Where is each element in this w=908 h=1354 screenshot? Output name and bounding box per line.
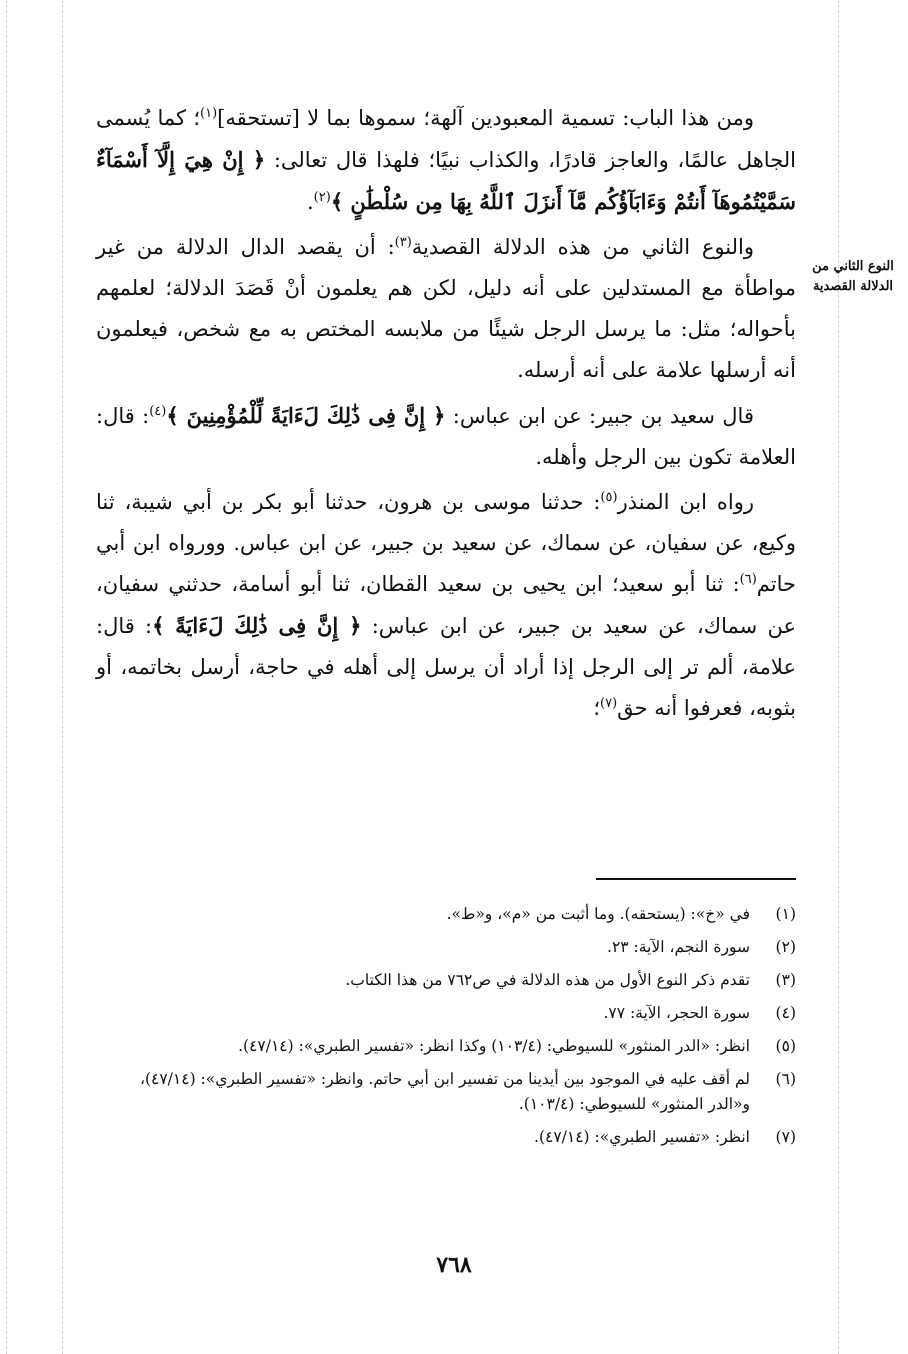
quran-verse: ﴿ إِنْ هِيَ إِلَّآ أَسْمَآءٌ سَمَّيْتُمُوهَآ أَنتُمْ وَءَابَآؤُكُم مَّآ أَنزَلَ ٱللَّهُ بِهَا مِن سُلْطَٰنٍ ﴾ xyxy=(96,147,796,214)
footnote-1: (١) في «خ»: (يستحقه). وما أثبت من «م»، و«ط». xyxy=(446,905,796,923)
footnote-ref-6[interactable]: (٦) xyxy=(739,572,757,587)
footnote-4: (٤) سورة الحجر، الآية: ٧٧. xyxy=(603,1004,796,1022)
quran-verse: ﴿ إِنَّ فِى ذَٰلِكَ لَءَايَةً لِّلْمُؤْمِنِينَ ﴾ xyxy=(166,403,446,428)
footnote-6: (٦) لم أقف عليه في الموجود بين أيدينا من تفسير ابن أبي حاتم. وانظر: «تفسير الطبري»: (٤٧/١٤)، و«الدر المنثور» للسيوطي: (١٠٣/٤). xyxy=(139,1070,796,1113)
footnote-2: (٢) سورة النجم، الآية: ٢٣. xyxy=(607,938,796,956)
footnote-ref-3[interactable]: (٣) xyxy=(394,235,412,250)
paragraph-3: قال سعيد بن جبير: عن ابن عباس: ﴿ إِنَّ فِى ذَٰلِكَ لَءَايَةً لِّلْمُؤْمِنِينَ ﴾$^{(٤)}$: قال: العلامة تكون بين الرجل وأهله. xyxy=(96,403,796,469)
page-number: ٧٦٨ xyxy=(436,1252,472,1278)
footnote-5: (٥) انظر: «الدر المنثور» للسيوطي: (١٠٣/٤) وكذا انظر: «تفسير الطبري»: (٤٧/١٤). xyxy=(238,1037,796,1055)
footnote-7: (٧) انظر: «تفسير الطبري»: (٤٧/١٤). xyxy=(534,1128,796,1146)
footnote-ref-1[interactable]: (١) xyxy=(200,106,218,121)
footnote-ref-2[interactable]: (٢) xyxy=(313,190,331,205)
footnote-3: (٣) تقدم ذكر النوع الأول من هذه الدلالة في ص٧٦٢ من هذا الكتاب. xyxy=(345,971,796,989)
footnote-divider xyxy=(596,878,796,880)
quran-verse: ﴿ إِنَّ فِى ذَٰلِكَ لَءَايَةً ﴾ xyxy=(152,613,362,638)
footnote-ref-5[interactable]: (٥) xyxy=(600,490,618,505)
paragraph-4: رواه ابن المنذر$^{(٥)}$: حدثنا موسى بن هرون، حدثنا أبو بكر بن أبي شيبة، ثنا وكيع، عن سفيان، عن سماك، عن سعيد بن جبير، عن ابن عباس. وورواه ابن أبي حاتم$^{(٦)}$: ثنا أبو سعيد؛ ابن يحيى بن سعيد القطان، ثنا أبو أسامة، حدثني سفيان، عن سماك، عن سعيد بن جبير، عن ابن عباس: ﴿ إِنَّ فِى ذَٰلِكَ لَءَايَةً ﴾: قال: علامة، ألم تر إلى الرجل إذا أراد أن يرسل إلى أهله في حاجة، أرسل بخاتمه، أو بثوبه، فعرفوا أنه حق$^{(٧)}$؛ xyxy=(96,490,796,720)
main-text xyxy=(96,98,796,733)
paragraph-2: والنوع الثاني من هذه الدلالة القصدية$^{(٣)}$: أن يقصد الدال الدلالة من غير مواطأة مع المستدلين على أنه دليل، لكن هم يعلمون أنْ قَصَدَ الدلالة؛ لعلمهم بأحواله؛ مثل: ما يرسل الرجل شيئًا من ملابسه المختص به مع شخص، فيعلمون أنه أرسلها علامة على أنه أرسله. xyxy=(96,235,796,382)
footnote-ref-4[interactable]: (٤) xyxy=(149,404,167,419)
margin-heading: النوع الثاني من الدلالة القصدية xyxy=(812,259,894,294)
footnote-ref-7[interactable]: (٧) xyxy=(600,696,618,711)
footnotes xyxy=(96,902,796,1158)
paragraph-1: ومن هذا الباب: تسمية المعبودين آلهة؛ سموها بما لا [تستحقه]$^{(١)}$؛ كما يُسمى الجاهل عالمًا، والعاجز قادرًا، والكذاب نبيًا؛ فلهذا قال تعالى: ﴿ إِنْ هِيَ إِلَّآ أَسْمَآءٌ سَمَّيْتُمُوهَآ أَنتُمْ وَءَابَآؤُكُم مَّآ أَنزَلَ ٱللَّهُ بِهَا مِن سُلْطَٰنٍ ﴾$^{(٢)}$. xyxy=(96,106,796,214)
